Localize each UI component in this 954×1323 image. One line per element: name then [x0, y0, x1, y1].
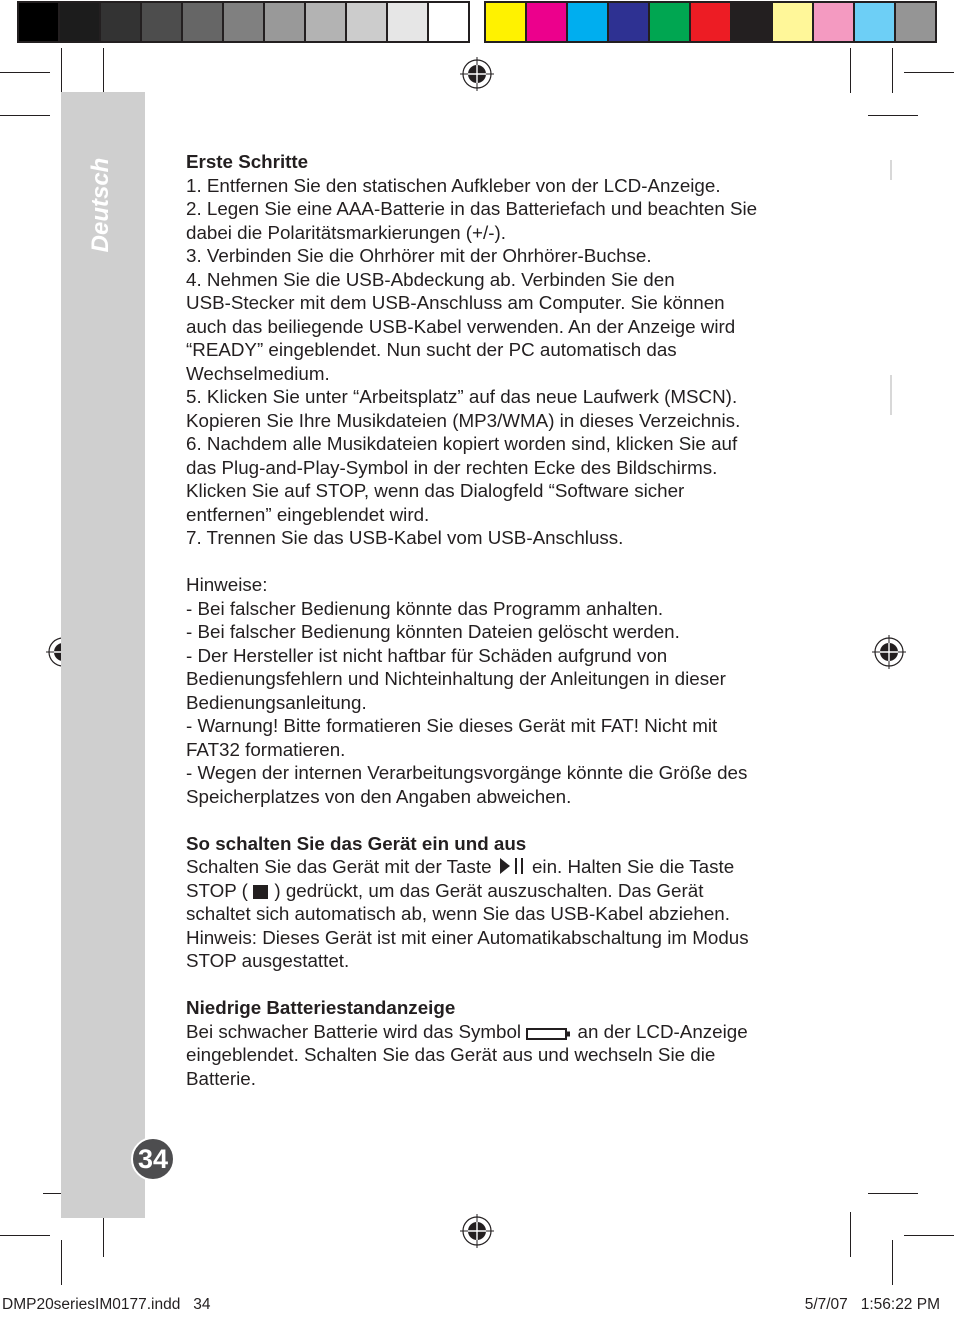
text-line: FAT32 formatieren. — [186, 738, 346, 760]
power-text: STOP ( — [186, 879, 254, 901]
color-swatch — [771, 1, 814, 43]
color-calibration-bar — [484, 1, 935, 43]
color-swatch — [58, 1, 101, 43]
text-line: Klicken Sie auf STOP, wenn das Dialogfeld “Software sicher — [186, 480, 685, 501]
notes-heading: Hinweise: — [186, 574, 268, 595]
page-content — [186, 150, 811, 1090]
crop-mark — [850, 48, 851, 93]
text-line: Bedienungsfehlern und Nichteinhaltung der Anleitungen in dieser — [186, 668, 726, 689]
registration-mark-icon — [460, 57, 494, 91]
color-swatch — [345, 1, 388, 43]
text-line: dabei die Polaritätsmarkierungen (+/-). — [186, 221, 506, 243]
text-line: 1. Entfernen Sie den statischen Aufkleber von der LCD-Anzeige. — [186, 174, 721, 196]
crop-mark — [103, 1212, 104, 1257]
text-line: “READY” eingeblendet. Nun sucht der PC automatisch das — [186, 339, 677, 360]
crop-mark — [892, 1240, 893, 1285]
power-text: Schalten Sie das Gerät mit der Taste — [186, 856, 497, 877]
crop-mark — [61, 48, 62, 93]
color-swatch — [730, 1, 773, 43]
battery-text — [186, 1043, 811, 1090]
bleed-mark — [890, 375, 892, 415]
color-swatch — [99, 1, 142, 43]
text-line: 4. Nehmen Sie die USB-Abdeckung ab. Verbinden Sie den — [186, 268, 675, 290]
color-swatch — [484, 1, 527, 43]
battery-line — [186, 1020, 811, 1044]
crop-mark — [0, 72, 50, 73]
crop-mark — [868, 115, 918, 116]
color-swatch — [894, 1, 937, 43]
page-number-badge: 34 — [131, 1137, 175, 1181]
color-swatch — [566, 1, 609, 43]
crop-mark — [904, 1235, 954, 1236]
text-line: das Plug-and-Play-Symbol in der rechten Ecke des Bildschirms. — [186, 456, 718, 478]
stop-icon — [253, 884, 269, 900]
power-text — [186, 902, 811, 973]
color-swatch — [263, 1, 306, 43]
text-line: Wechselmedium. — [186, 362, 330, 384]
grayscale-calibration-bar — [17, 1, 468, 43]
date-slug: 5/7/07 1:56:22 PM — [804, 1296, 940, 1313]
play-pause-icon — [497, 856, 527, 876]
text-line: 7. Trennen Sie das USB-Kabel vom USB-Anschluss. — [186, 527, 624, 548]
text-line: - Warnung! Bitte formatieren Sie dieses Gerät mit FAT! Nicht mit — [186, 715, 718, 736]
text-line: Kopieren Sie Ihre Musikdateien (MP3/WMA) in dieses Verzeichnis. — [186, 409, 741, 431]
bleed-mark — [890, 160, 892, 180]
text-line: USB-Stecker mit dem USB-Anschluss am Computer. Sie können — [186, 292, 725, 313]
color-swatch — [812, 1, 855, 43]
crop-mark — [0, 1235, 50, 1236]
text-line: Batterie. — [186, 1067, 256, 1089]
crop-mark — [904, 72, 954, 73]
color-swatch — [525, 1, 568, 43]
color-swatch — [853, 1, 896, 43]
getting-started-text — [186, 174, 811, 550]
crop-mark — [850, 1212, 851, 1257]
text-line: schaltet sich automatisch ab, wenn Sie das USB-Kabel abziehen. — [186, 903, 730, 924]
text-line: Hinweis: Dieses Gerät ist mit einer Automatikabschaltung im Modus — [186, 926, 749, 948]
text-line: 3. Verbinden Sie die Ohrhörer mit der Ohrhörer-Buchse. — [186, 245, 652, 266]
battery-text: Bei schwacher Batterie wird das Symbol — [186, 1020, 527, 1042]
color-swatch — [427, 1, 470, 43]
text-line: STOP ausgestattet. — [186, 950, 350, 971]
power-line — [186, 879, 811, 903]
crop-mark — [61, 1240, 62, 1285]
power-text: ) gedrückt, um das Gerät auszuschalten. Das Gerät — [269, 879, 704, 901]
power-line — [186, 855, 811, 879]
power-text: ein. Halten Sie die Taste — [526, 856, 735, 877]
text-line: - Bei falscher Bedienung könnten Dateien gelöscht werden. — [186, 621, 680, 642]
crop-mark — [868, 1193, 918, 1194]
crop-mark — [892, 48, 893, 93]
battery-text: an der LCD-Anzeige — [572, 1020, 748, 1042]
text-line: entfernen” eingeblendet wird. — [186, 503, 430, 525]
color-swatch — [386, 1, 429, 43]
text-line: Bedienungsanleitung. — [186, 691, 367, 713]
crop-mark — [103, 48, 104, 93]
notes-text — [186, 597, 811, 809]
file-slug: DMP20seriesIM0177.indd 34 — [2, 1296, 211, 1313]
color-swatch — [140, 1, 183, 43]
text-line: Speicherplatzes von den Angaben abweichen. — [186, 785, 572, 807]
section-heading-battery: Niedrige Batteriestandanzeige — [186, 997, 456, 1018]
color-swatch — [181, 1, 224, 43]
text-line: 5. Klicken Sie unter “Arbeitsplatz” auf das neue Laufwerk (MSCN). — [186, 386, 738, 407]
language-tab-label: Deutsch — [87, 157, 114, 253]
color-swatch — [17, 1, 60, 43]
text-line: auch das beiliegende USB-Kabel verwenden. An der Anzeige wird — [186, 315, 736, 337]
registration-mark-icon — [460, 1214, 494, 1248]
language-side-tab — [61, 92, 145, 1218]
text-line: - Der Hersteller ist nicht haftbar für Schäden aufgrund von — [186, 644, 668, 666]
color-swatch — [689, 1, 732, 43]
low-battery-icon — [526, 1027, 572, 1041]
color-swatch — [607, 1, 650, 43]
text-line: 2. Legen Sie eine AAA-Batterie in das Batteriefach und beachten Sie — [186, 198, 758, 219]
registration-mark-icon — [872, 635, 906, 669]
section-heading-getting-started: Erste Schritte — [186, 151, 309, 172]
text-line: - Wegen der internen Verarbeitungsvorgänge könnte die Größe des — [186, 762, 748, 783]
text-line: eingeblendet. Schalten Sie das Gerät aus und wechseln Sie die — [186, 1044, 716, 1065]
text-line: - Bei falscher Bedienung könnte das Programm anhalten. — [186, 597, 664, 619]
text-line: 6. Nachdem alle Musikdateien kopiert worden sind, klicken Sie auf — [186, 433, 738, 454]
color-swatch — [304, 1, 347, 43]
crop-mark — [0, 115, 50, 116]
color-swatch — [222, 1, 265, 43]
color-swatch — [648, 1, 691, 43]
section-heading-power: So schalten Sie das Gerät ein und aus — [186, 832, 527, 854]
